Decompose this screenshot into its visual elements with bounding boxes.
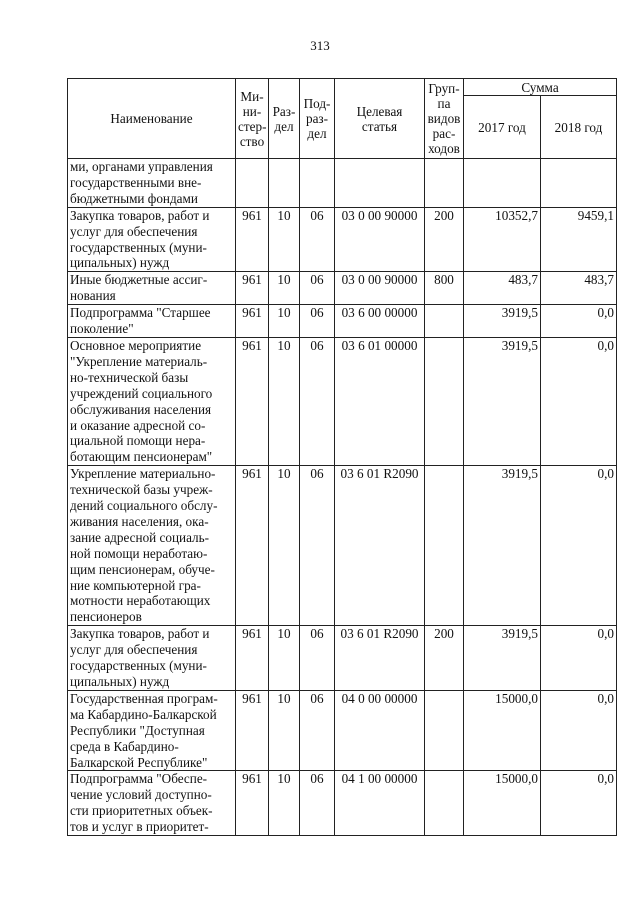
- header-sum: Сумма: [464, 79, 617, 96]
- header-year-2018: 2018 год: [541, 96, 617, 159]
- table-row: [68, 466, 617, 626]
- row-ministry: 961: [236, 207, 269, 272]
- row-article: 04 0 00 00000: [335, 690, 425, 771]
- row-2017: 3919,5: [464, 305, 541, 338]
- budget-table: [67, 78, 617, 836]
- row-2017: 15000,0: [464, 771, 541, 836]
- row-article: [335, 159, 425, 208]
- row-ministry: 961: [236, 337, 269, 465]
- row-name: ми, органами управления государственными вне- бюджетными фондами: [68, 159, 236, 208]
- row-section: 10: [269, 626, 300, 691]
- row-section: 10: [269, 337, 300, 465]
- row-subsection: 06: [300, 305, 335, 338]
- row-ministry: 961: [236, 272, 269, 305]
- header-section: Раз- дел: [269, 79, 300, 159]
- row-ministry: 961: [236, 466, 269, 626]
- row-group: [425, 690, 464, 771]
- row-article: 03 6 01 00000: [335, 337, 425, 465]
- header-subsection: Под- раз- дел: [300, 79, 335, 159]
- row-article: 04 1 00 00000: [335, 771, 425, 836]
- row-2018: 0,0: [541, 305, 617, 338]
- row-name: Государственная програм- ма Кабардино-Балкарской Республики "Доступная среда в Кабардино- Балкарской Республике": [68, 690, 236, 771]
- table-row: [68, 159, 617, 208]
- row-name: Подпрограмма "Старшее поколение": [68, 305, 236, 338]
- row-2017: 483,7: [464, 272, 541, 305]
- row-2018: 0,0: [541, 771, 617, 836]
- table-row: [68, 305, 617, 338]
- row-ministry: 961: [236, 690, 269, 771]
- row-group: [425, 159, 464, 208]
- row-article: 03 6 01 R2090: [335, 626, 425, 691]
- row-group: [425, 337, 464, 465]
- row-subsection: 06: [300, 466, 335, 626]
- row-ministry: [236, 159, 269, 208]
- row-section: 10: [269, 272, 300, 305]
- row-article: 03 0 00 90000: [335, 207, 425, 272]
- table-row: [68, 337, 617, 465]
- row-name: Подпрограмма "Обеспе- чение условий доступно- сти приоритетных объек- тов и услуг в приоритет-: [68, 771, 236, 836]
- row-section: 10: [269, 771, 300, 836]
- row-section: 10: [269, 466, 300, 626]
- row-section: 10: [269, 207, 300, 272]
- row-2018: 0,0: [541, 466, 617, 626]
- header-expense-group: Груп- па видов рас- ходов: [425, 79, 464, 159]
- row-2017: 15000,0: [464, 690, 541, 771]
- row-ministry: 961: [236, 771, 269, 836]
- row-group: [425, 305, 464, 338]
- header-year-2017: 2017 год: [464, 96, 541, 159]
- row-name: Основное мероприятие "Укрепление материаль- но-технической базы учреждений социального обслуживания населения и оказание адресной со- циальной помощи нера- ботающим пенсионерам": [68, 337, 236, 465]
- table-row: [68, 207, 617, 272]
- row-name: Закупка товаров, работ и услуг для обеспечения государственных (муни- ципальных) нужд: [68, 207, 236, 272]
- row-group: [425, 771, 464, 836]
- table-row: [68, 626, 617, 691]
- row-article: 03 6 00 00000: [335, 305, 425, 338]
- table-row: [68, 690, 617, 771]
- row-2017: 3919,5: [464, 337, 541, 465]
- row-section: 10: [269, 305, 300, 338]
- row-article: 03 0 00 90000: [335, 272, 425, 305]
- row-2018: 0,0: [541, 690, 617, 771]
- row-group: 200: [425, 207, 464, 272]
- row-2017: 3919,5: [464, 626, 541, 691]
- row-group: 200: [425, 626, 464, 691]
- row-2017: [464, 159, 541, 208]
- row-subsection: 06: [300, 337, 335, 465]
- row-2018: 0,0: [541, 337, 617, 465]
- table-row: [68, 771, 617, 836]
- table-row: [68, 272, 617, 305]
- row-section: [269, 159, 300, 208]
- header-target-article: Целевая статья: [335, 79, 425, 159]
- row-section: 10: [269, 690, 300, 771]
- row-name: Иные бюджетные ассиг- нования: [68, 272, 236, 305]
- header-name: Наименование: [68, 79, 236, 159]
- row-group: [425, 466, 464, 626]
- row-subsection: 06: [300, 771, 335, 836]
- row-article: 03 6 01 R2090: [335, 466, 425, 626]
- row-subsection: [300, 159, 335, 208]
- row-ministry: 961: [236, 626, 269, 691]
- row-subsection: 06: [300, 207, 335, 272]
- row-2018: 9459,1: [541, 207, 617, 272]
- row-subsection: 06: [300, 272, 335, 305]
- row-2017: 10352,7: [464, 207, 541, 272]
- row-ministry: 961: [236, 305, 269, 338]
- row-group: 800: [425, 272, 464, 305]
- row-2018: 0,0: [541, 626, 617, 691]
- row-2018: [541, 159, 617, 208]
- row-subsection: 06: [300, 626, 335, 691]
- row-name: Укрепление материально- технической базы учреж- дений социального обслу- живания населения, ока- зание адресной социаль- ной помощи неработаю- щим пенсионерам, обуче- ние компьютерной гра- мотности неработающих пенсионеров: [68, 466, 236, 626]
- row-2017: 3919,5: [464, 466, 541, 626]
- row-subsection: 06: [300, 690, 335, 771]
- row-2018: 483,7: [541, 272, 617, 305]
- header-ministry: Ми- ни- стер- ство: [236, 79, 269, 159]
- row-name: Закупка товаров, работ и услуг для обеспечения государственных (муни- ципальных) нужд: [68, 626, 236, 691]
- page-number: 313: [310, 38, 330, 53]
